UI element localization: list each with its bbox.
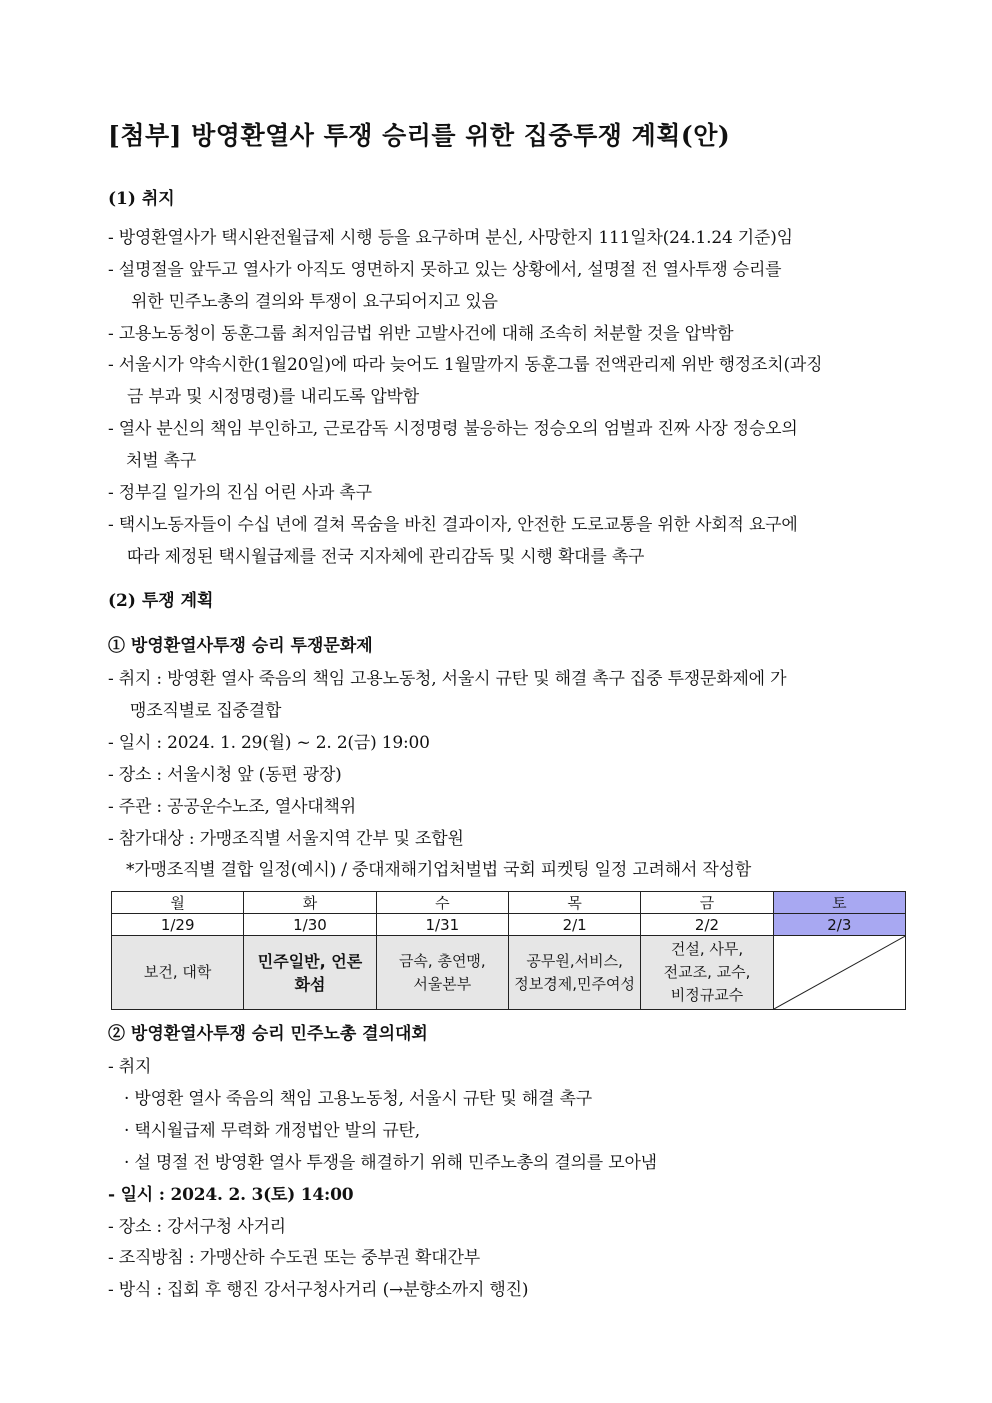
section2-heading: (2) 투쟁 계획 [108,591,214,611]
sub2-line: - 조직방침 : 가맹산하 수도권 또는 중부권 확대간부 [108,1248,480,1268]
sub2-line: · 설 명절 전 방영환 열사 투쟁을 해결하기 위해 민주노총의 결의를 모아냄 [124,1153,657,1173]
sub2-heading: ② 방영환열사투쟁 승리 민주노총 결의대회 [108,1024,428,1044]
org-cell [112,936,244,1010]
org-name: 비정규교수 [670,986,744,1004]
section1-line: 금 부과 및 시정명령)를 내리도록 압박함 [127,387,420,407]
section1-line: 처벌 촉구 [126,451,197,471]
sub1-line: - 취지 : 방영환 열사 죽음의 책임 고용노동청, 서울시 규탄 및 해결 촉구 집중 투쟁문화제에 가 [108,669,787,689]
sub1-line: 맹조직별로 집중결합 [130,701,282,721]
section1-line: - 고용노동청이 동훈그룹 최저임금법 위반 고발사건에 대해 조속히 처분할 것을 압박함 [108,324,734,344]
sub2-line: - 방식 : 집회 후 행진 강서구청사거리 (→분향소까지 행진) [108,1280,529,1300]
sub2-line: - 취지 [108,1057,152,1077]
day-header: 화 [244,892,376,914]
org-cell [376,936,508,1010]
empty-cell [773,936,905,1010]
org-name: 보건, 대학 [143,963,212,981]
table-row [112,914,906,936]
sub2-line: · 방영환 열사 죽음의 책임 고용노동청, 서울시 규탄 및 해결 촉구 [124,1089,592,1109]
org-name: 공무원,서비스, [526,951,623,970]
section1-line: 따라 제정된 택시월급제를 전국 지자체에 관리감독 및 시행 확대를 촉구 [127,547,645,567]
sub2-line: - 장소 : 강서구청 사거리 [108,1217,286,1237]
section1-line: - 열사 분신의 책임 부인하고, 근로감독 시정명령 불응하는 정승오의 엄벌과 진짜 사장 정승오의 [108,419,798,439]
section1-line: - 서울시가 약속시한(1월20일)에 따라 늦어도 1월말까지 동훈그룹 전액관리제 위반 행정조치(과징 [108,355,823,375]
day-header: 수 [376,892,508,914]
section1-line: - 설명절을 앞두고 열사가 아직도 영면하지 못하고 있는 상황에서, 설명절 전 열사투쟁 승리를 [108,260,782,280]
day-header-saturday: 토 [773,892,905,914]
date-cell: 1/31 [376,914,508,936]
date-cell: 1/29 [112,914,244,936]
sub1-note: *가맹조직별 결합 일정(예시) / 중대재해기업처벌법 국회 피켓팅 일정 고려해서 작성함 [126,860,752,880]
sub1-line: - 장소 : 서울시청 앞 (동편 광장) [108,765,342,785]
sub1-line: - 일시 : 2024. 1. 29(월) ~ 2. 2(금) 19:00 [108,733,430,753]
org-name: 건설, 사무, [670,940,744,958]
section1-heading: (1) 취지 [108,189,175,209]
diagonal-line-icon [774,936,905,1009]
day-header: 금 [641,892,773,914]
date-cell: 1/30 [244,914,376,936]
section1-line: - 방영환열사가 택시완전월급제 시행 등을 요구하며 분신, 사망한지 111일차(24.1.24 기준)임 [108,228,793,248]
table-row [112,892,906,914]
sub2-date-line: - 일시 : 2024. 2. 3(토) 14:00 [108,1185,354,1205]
org-cell [244,936,376,1010]
org-name: 정보경제,민주여성 [514,974,635,993]
document-title: [첨부] 방영환열사 투쟁 승리를 위한 집중투쟁 계획(안) [108,121,731,150]
org-name: 서울본부 [413,974,472,993]
section1-line: - 정부길 일가의 진심 어린 사과 촉구 [108,483,372,503]
section1-line: 위한 민주노총의 결의와 투쟁이 요구되어지고 있음 [131,292,498,312]
schedule-table [111,891,906,1010]
section1-line: - 택시노동자들이 수십 년에 걸쳐 목숨을 바친 결과이자, 안전한 도로교통을 위한 사회적 요구에 [108,515,798,535]
sub1-heading: ① 방영환열사투쟁 승리 투쟁문화제 [108,636,373,656]
sub1-line: - 주관 : 공공운수노조, 열사대책위 [108,797,356,817]
org-name: 전교조, 교수, [663,963,751,981]
sub2-line: · 택시월급제 무력화 개정법안 발의 규탄, [124,1121,420,1141]
date-cell: 2/1 [508,914,640,936]
org-cell [508,936,640,1010]
day-header: 월 [112,892,244,914]
org-name: 금속, 총연맹, [398,951,486,970]
sub1-line: - 참가대상 : 가맹조직별 서울지역 간부 및 조합원 [108,829,464,849]
date-cell: 2/2 [641,914,773,936]
day-header: 목 [508,892,640,914]
org-name: 화섬 [294,974,326,994]
date-cell-saturday: 2/3 [773,914,905,936]
table-row [112,936,906,1010]
org-name: 민주일반, 언론 [257,951,363,971]
org-cell [641,936,773,1010]
